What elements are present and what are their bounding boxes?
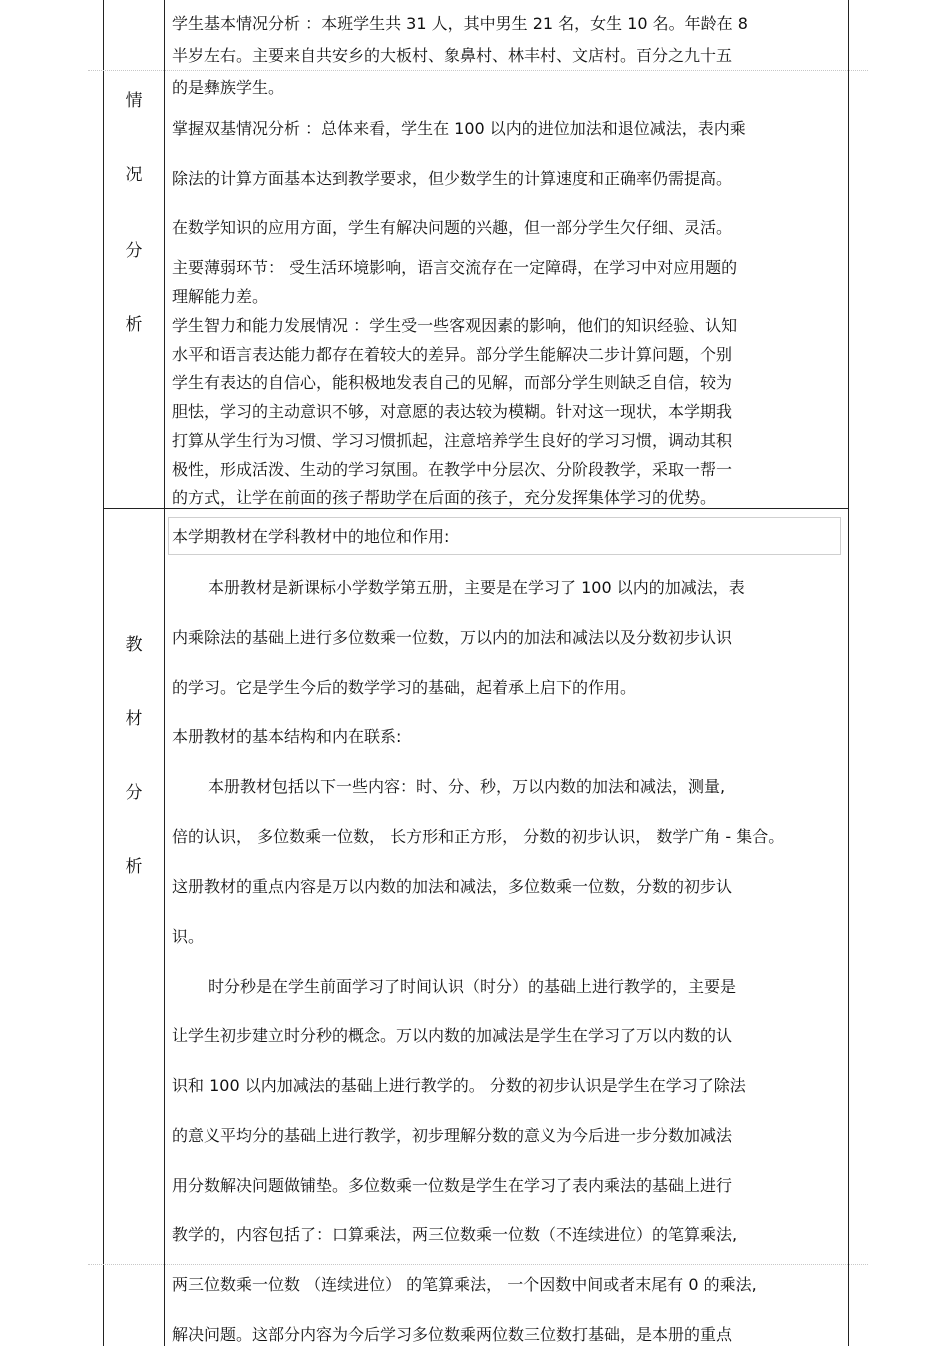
paragraph-line: 打算从学生行为习惯、学习习惯抓起，注意培养学生良好的学习习惯，调动其积 xyxy=(172,431,733,450)
label-char: 教 xyxy=(125,635,143,655)
label-char: 分 xyxy=(125,783,143,803)
table-column-divider xyxy=(164,0,165,1346)
paragraph-line: 的意义平均分的基础上进行教学，初步理解分数的意义为今后进一步分数加减法 xyxy=(172,1126,733,1145)
label-char: 情 xyxy=(125,91,143,111)
paragraph-line: 用分数解决问题做铺垫。多位数乘一位数是学生在学习了表内乘法的基础上进行 xyxy=(172,1176,733,1195)
paragraph-line: 的方式，让学在前面的孩子帮助学在后面的孩子，充分发挥集体学习的优势。 xyxy=(172,488,717,507)
paragraph-line: 让学生初步建立时分秒的概念。万以内数的加减法是学生在学习了万以内数的认 xyxy=(172,1026,733,1045)
paragraph-line: 掌握双基情况分析 ：总体来看，学生在 100 以内的进位加法和退位减法，表内乘 xyxy=(172,119,746,138)
paragraph-line: 在数学知识的应用方面，学生有解决问题的兴趣，但一部分学生欠仔细、灵活。 xyxy=(172,218,733,237)
paragraph-line: 时分秒是在学生前面学习了时间认识（时分）的基础上进行教学的，主要是 xyxy=(208,977,737,996)
section-heading: 本学期教材在学科教材中的地位和作用: xyxy=(172,527,450,546)
label-char: 材 xyxy=(125,709,143,729)
table-row-divider xyxy=(103,508,849,509)
paragraph-line: 除法的计算方面基本达到教学要求，但少数学生的计算速度和正确率仍需提高。 xyxy=(172,169,733,188)
paragraph-line: 倍的认识， 多位数乘一位数， 长方形和正方形， 分数的初步认识， 数学广角 - 集合。 xyxy=(172,827,785,846)
paragraph-line: 半岁左右。主要来自共安乡的大板村、象鼻村、林丰村、文店村。百分之九十五 xyxy=(172,46,733,65)
paragraph-line: 内乘除法的基础上进行多位数乘一位数，万以内的加法和减法以及分数初步认识 xyxy=(172,628,733,647)
paragraph-line: 这册教材的重点内容是万以内数的加法和减法，多位数乘一位数，分数的初步认 xyxy=(172,877,733,896)
paragraph-line: 主要薄弱环节： 受生活环境影响，语言交流存在一定障碍，在学习中对应用题的 xyxy=(172,258,738,277)
section-heading: 本册教材的基本结构和内在联系: xyxy=(172,727,402,746)
label-char: 析 xyxy=(125,857,143,877)
table-right-border xyxy=(848,0,849,1346)
paragraph-line: 极性，形成活泼、生动的学习氛围。在教学中分层次、分阶段教学，采取一帮一 xyxy=(172,460,733,479)
paragraph-line: 本册教材是新课标小学数学第五册，主要是在学习了 100 以内的加减法，表 xyxy=(208,578,745,597)
label-char: 况 xyxy=(125,165,143,185)
paragraph-line: 教学的，内容包括了：口算乘法，两三位数乘一位数（不连续进位）的笔算乘法, xyxy=(172,1225,738,1244)
paragraph-line: 理解能力差。 xyxy=(172,287,269,306)
page-break-line xyxy=(88,70,868,71)
paragraph-line: 本册教材包括以下一些内容：时、分、秒，万以内数的加法和减法，测量, xyxy=(208,777,726,796)
label-char: 分 xyxy=(125,241,143,261)
paragraph-line: 的学习。它是学生今后的数学学习的基础，起着承上启下的作用。 xyxy=(172,678,637,697)
paragraph-line: 识。 xyxy=(172,927,205,946)
paragraph-line: 胆怯，学习的主动意识不够，对意愿的表达较为模糊。针对这一现状，本学期我 xyxy=(172,402,733,421)
paragraph-line: 解决问题。这部分内容为今后学习多位数乘两位数三位数打基础，是本册的重点 xyxy=(172,1325,733,1344)
paragraph-line: 学生基本情况分析 ：本班学生共 31 人，其中男生 21 名，女生 10 名。年龄在 8 xyxy=(172,14,748,33)
paragraph-line: 的是彝族学生。 xyxy=(172,78,285,97)
paragraph-line: 两三位数乘一位数 （连续进位） 的笔算乘法， 一个因数中间或者末尾有 0 的乘法, xyxy=(172,1275,757,1294)
paragraph-line: 学生智力和能力发展情况 ：学生受一些客观因素的影响，他们的知识经验、认知 xyxy=(172,316,738,335)
page-break-line xyxy=(88,1264,868,1265)
table-left-border xyxy=(103,0,104,1346)
label-char: 析 xyxy=(125,315,143,335)
paragraph-line: 水平和语言表达能力都存在着较大的差异。部分学生能解决二步计算问题，个别 xyxy=(172,345,733,364)
paragraph-line: 识和 100 以内加减法的基础上进行教学的。 分数的初步认识是学生在学习了除法 xyxy=(172,1076,746,1095)
paragraph-line: 学生有表达的自信心，能积极地发表自己的见解，而部分学生则缺乏自信，较为 xyxy=(172,373,733,392)
